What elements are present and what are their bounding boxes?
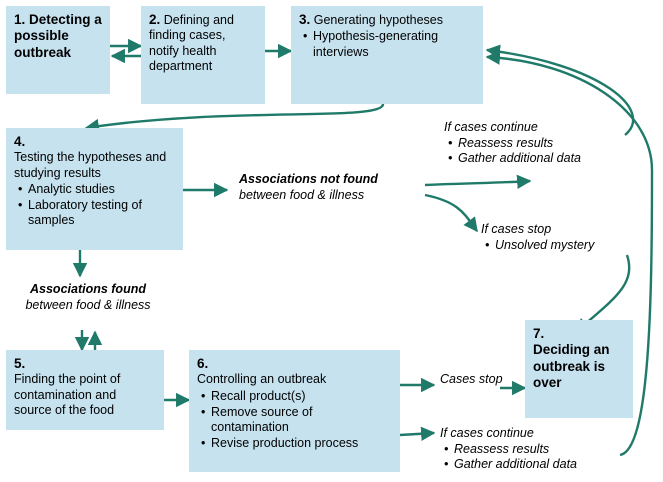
arrow-6-to-continue-bottom — [400, 433, 434, 435]
label-heading: If cases continue — [440, 426, 534, 440]
list-item: • Gather additional data — [454, 457, 650, 473]
list-item: • Revise production process — [211, 436, 393, 451]
label-heading: If cases continue — [444, 120, 538, 134]
step-number-5: 5. — [14, 356, 26, 371]
step-text-3: Generating hypotheses — [313, 13, 444, 27]
list-item: • Hypothesis-generating interviews — [313, 29, 476, 60]
label-heading: Cases stop — [440, 372, 503, 386]
step-text-1: Detecting a possible outbreak — [14, 12, 102, 60]
label-subtext: between food & illness — [239, 187, 365, 202]
step-text-6: Controlling an outbreak — [197, 372, 327, 387]
label-heading: If cases stop — [481, 222, 552, 236]
list-item: • Analytic studies — [28, 182, 176, 197]
arrow-3-to-4 — [86, 104, 383, 128]
label-if-cases-continue-bottom — [440, 426, 650, 473]
label-bullets — [440, 442, 650, 473]
list-item: • Unsolved mystery — [495, 238, 656, 254]
list-item: • Reassess results — [458, 136, 644, 152]
step-box-2[interactable] — [141, 6, 265, 104]
step-text-4: Testing the hypotheses and studying results — [14, 150, 167, 180]
label-associations-not-found — [239, 172, 429, 203]
step-number-2: 2. — [149, 12, 161, 27]
list-item: • Remove source of contamination — [211, 405, 393, 436]
label-heading: Associations not found — [239, 172, 378, 186]
label-if-cases-continue-top — [444, 120, 644, 167]
step-box-5[interactable] — [6, 350, 164, 430]
list-item: • Laboratory testing of samples — [28, 198, 176, 229]
step-text-2: Defining and finding cases, notify health department — [149, 13, 234, 73]
step-box-3[interactable] — [291, 6, 483, 104]
list-item: • Gather additional data — [458, 151, 644, 167]
step-bullets-4 — [14, 182, 176, 229]
label-bullets — [444, 136, 644, 167]
step-box-7[interactable] — [525, 320, 633, 418]
step-number-4: 4. — [14, 134, 26, 149]
label-heading: Associations found — [30, 282, 146, 296]
step-box-6[interactable] — [189, 350, 400, 472]
step-text-5: Finding the point of contamination and source of the food — [14, 372, 121, 417]
step-bullets-3 — [299, 29, 476, 60]
step-bullets-6 — [197, 389, 393, 452]
list-item: • Recall product(s) — [211, 389, 393, 404]
step-number-7: 7. — [533, 326, 545, 341]
label-if-cases-stop — [481, 222, 656, 253]
arrow-assoc-not-found-to-stop — [425, 195, 477, 231]
step-box-1[interactable] — [6, 6, 110, 94]
step-box-4[interactable] — [6, 128, 183, 250]
label-bullets — [481, 238, 656, 254]
arrow-assoc-not-found-to-continue — [425, 181, 530, 185]
label-subtext: between food & illness — [25, 297, 151, 312]
step-text-7: Deciding an outbreak is over — [533, 342, 610, 391]
label-associations-found — [4, 282, 172, 313]
step-number-1: 1. — [14, 12, 26, 27]
list-item: • Reassess results — [454, 442, 650, 458]
step-number-6: 6. — [197, 356, 209, 371]
label-cases-stop — [440, 372, 510, 388]
step-number-3: 3. — [299, 12, 311, 27]
